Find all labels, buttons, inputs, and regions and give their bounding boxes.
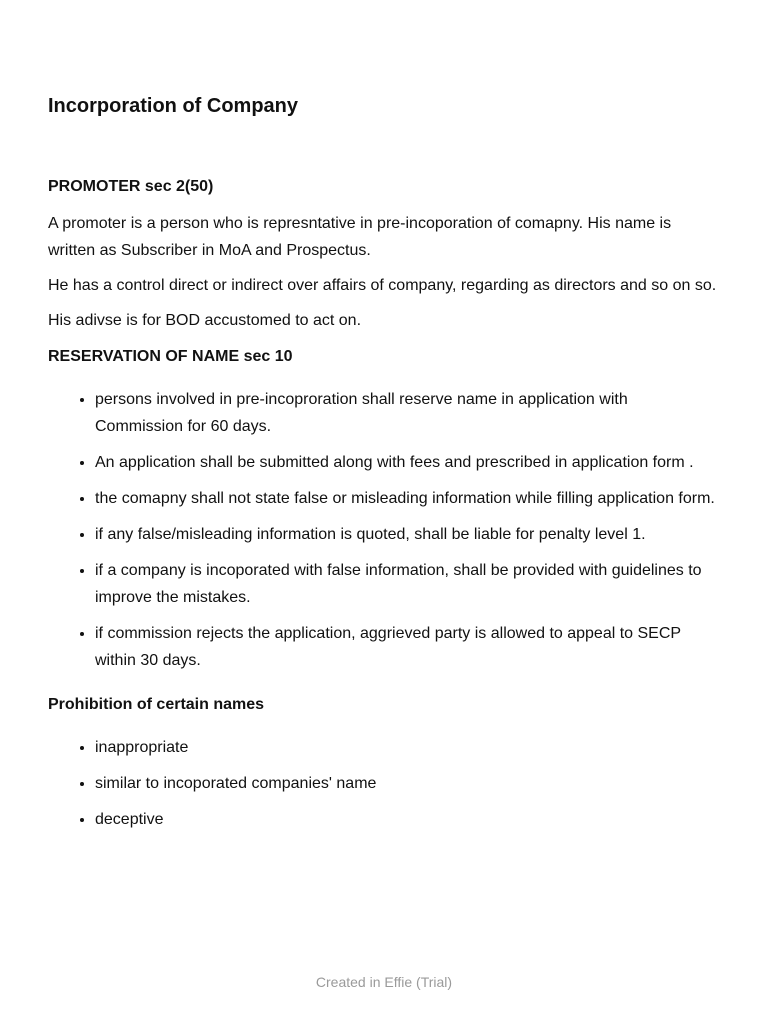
promoter-heading: PROMOTER sec 2(50) (48, 178, 214, 195)
promoter-paragraph: His adivse is for BOD accustomed to act on. (48, 312, 362, 329)
list-item: • if a company is incoporated with false information, shall be provided with guidelines to improve the mistakes. (95, 557, 720, 611)
promoter-paragraph: He has a control direct or indirect over affairs of company, regarding as directors and so on so. (48, 277, 717, 294)
prohibition-heading: Prohibition of certain names (48, 696, 265, 713)
document-title: Incorporation of Company (48, 95, 298, 117)
list-item: • if any false/misleading information is quoted, shall be liable for penalty level 1. (95, 521, 720, 548)
reservation-heading: RESERVATION OF NAME sec 10 (48, 348, 293, 365)
footer-watermark: Created in Effie (Trial) (315, 974, 453, 990)
list-item: • persons involved in pre-incoproration shall reserve name in application with Commission for 60 days. (95, 386, 720, 440)
list-item: • deceptive (95, 806, 720, 833)
promoter-paragraph: A promoter is a person who is represntative in pre-incoporation of comapny. His name is written as Subscriber in MoA and Prospectus. (48, 215, 672, 259)
list-item: • An application shall be submitted along with fees and prescribed in application form . (95, 449, 720, 476)
list-item: • if commission rejects the application, aggrieved party is allowed to appeal to SECP within 30 days. (95, 620, 720, 674)
document-body (48, 92, 720, 853)
list-item: • similar to incoporated companies' name (95, 770, 720, 797)
list-item: • inappropriate (95, 734, 720, 761)
list-item: • the comapny shall not state false or misleading information while filling application form. (95, 485, 720, 512)
prohibition-list (48, 734, 720, 833)
reservation-list (48, 386, 720, 674)
